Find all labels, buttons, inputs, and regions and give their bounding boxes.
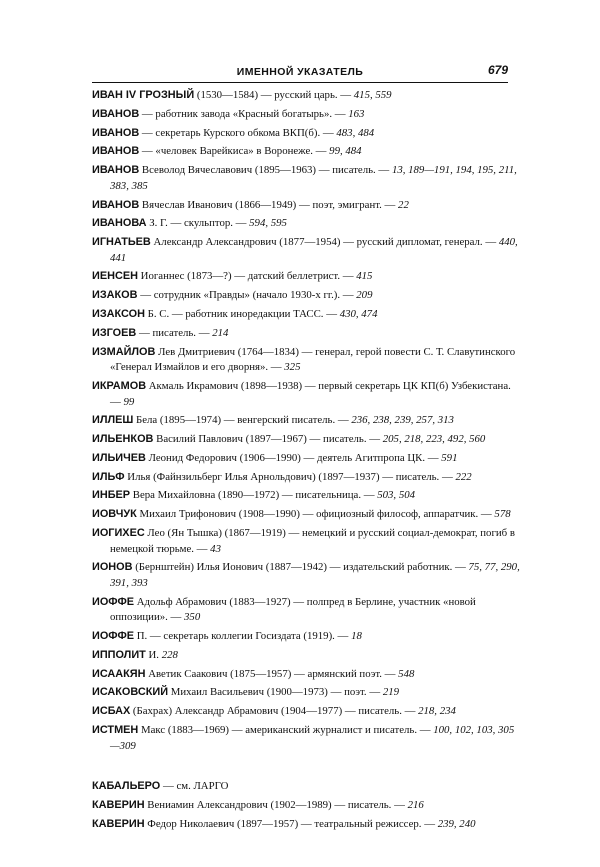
- entry-name: ИВАНОВ: [92, 107, 140, 120]
- entry-pages: 163: [348, 107, 365, 120]
- entry-name: ИОФФЕ: [92, 630, 135, 643]
- index-entry: [92, 216, 520, 232]
- index-entry: [92, 595, 520, 626]
- index-entry: [92, 235, 520, 266]
- entry-pages: 591: [441, 451, 458, 464]
- entry-name: ИНБЕР: [92, 489, 131, 502]
- entry-description: Б. С. — работник иноредакции ТАСС. —: [144, 308, 340, 320]
- entry-pages: 216: [407, 799, 424, 812]
- index-entry: [92, 798, 520, 814]
- entry-pages: 99: [123, 395, 135, 408]
- index-entry: [92, 648, 520, 664]
- entry-pages: 483, 484: [336, 126, 375, 139]
- entry-description: Всеволод Вячеславович (1895—1963) — писатель. —: [139, 164, 392, 177]
- entry-pages: 228: [161, 648, 178, 661]
- entry-name: ИВАНОВ: [92, 198, 140, 211]
- entry-name: КАБАЛЬЕРО: [92, 780, 161, 793]
- entry-name: ИВАНОВ: [92, 164, 140, 177]
- entry-name: ИКРАМОВ: [92, 379, 147, 392]
- entry-pages: 578: [494, 508, 511, 521]
- index-entry: [92, 507, 520, 523]
- index-entry: [92, 451, 520, 467]
- index-entry: [92, 723, 520, 754]
- entry-description: Федор Николаевич (1897—1957) — театральный режиссер. —: [144, 817, 438, 830]
- entry-description: (Бернштейн) Илья Ионович (1887—1942) — издательский работник. —: [132, 561, 469, 574]
- entry-pages: 75, 77, 290, 391, 393: [110, 561, 520, 589]
- entry-description: Акмаль Икрамович (1898—1938) — первый секретарь ЦК КП(б) Узбекистана. —: [110, 379, 511, 408]
- entry-description: Макс (1883—1969) — американский журналист и писатель. —: [138, 724, 434, 737]
- entry-description: З. Г. — скульптор. —: [146, 217, 250, 230]
- entry-name: ИЕНСЕН: [92, 270, 138, 283]
- page-header: [92, 60, 508, 83]
- entry-pages: 209: [356, 289, 373, 302]
- entry-description: — сотрудник «Правды» (начало 1930-х гг.). —: [137, 289, 357, 302]
- entry-name: ИГНАТЬЕВ: [92, 236, 151, 249]
- entry-description: Михаил Трифонович (1908—1990) — официозный философ, аппаратчик. —: [136, 508, 495, 521]
- entry-pages: 325: [284, 361, 301, 374]
- running-title: ИМЕННОЙ УКАЗАТЕЛЬ: [236, 66, 364, 78]
- index-entry: [92, 163, 520, 194]
- entry-description: — секретарь Курского обкома ВКП(б). —: [139, 126, 337, 139]
- index-entry: [92, 488, 520, 504]
- entry-pages: 594, 595: [249, 217, 287, 230]
- entries-section-i: [92, 88, 520, 754]
- entry-name: ИСАКОВСКИЙ: [92, 686, 169, 699]
- entry-description: Леонид Федорович (1906—1990) — деятель Агитпропа ЦК. —: [145, 451, 442, 464]
- entry-name: ИППОЛИТ: [92, 648, 146, 661]
- index-entry: [92, 88, 520, 104]
- index-entry: [92, 107, 520, 123]
- entry-description: Аветик Саакович (1875—1957) — армянский поэт. —: [145, 667, 399, 680]
- index-entry: [92, 126, 520, 142]
- index-entry: [92, 667, 520, 683]
- entry-pages: 22: [398, 198, 409, 211]
- entry-description: (Бахрах) Александр Абрамович (1904—1977) — писатель. —: [130, 705, 419, 718]
- entry-name: ИСААКЯН: [92, 667, 146, 680]
- entry-pages: 214: [212, 326, 229, 339]
- entry-description: Лев Дмитриевич (1764—1834) — генерал, герой повести С. Т. Славутинского «Генерал Измайлов и его дворня». —: [110, 345, 516, 374]
- entry-name: ИЗГОЕВ: [92, 326, 137, 339]
- index-entry: [92, 307, 520, 323]
- index-entry: [92, 345, 520, 376]
- entry-description: Вячеслав Иванович (1866—1949) — поэт, эмигрант. —: [139, 198, 399, 211]
- index-entry: [92, 817, 520, 833]
- entry-name: ИСБАХ: [92, 705, 131, 718]
- entry-description: П. — секретарь коллегии Госиздата (1919). —: [134, 630, 352, 643]
- index-entry: [92, 704, 520, 720]
- index-entry: [92, 144, 520, 160]
- entry-pages: 222: [455, 470, 472, 483]
- entry-description: — работник завода «Красный богатырь». —: [139, 107, 349, 120]
- entry-name: ИЛЬФ: [92, 470, 125, 483]
- name-index-list: [92, 88, 520, 836]
- entry-name: ИСТМЕН: [92, 724, 139, 737]
- entry-pages: 548: [398, 667, 415, 680]
- entry-description: Василий Павлович (1897—1967) — писатель. —: [153, 433, 383, 446]
- entry-description: Илья (Файнзильберг Илья Арнольдович) (1897—1937) — писатель. —: [124, 470, 456, 483]
- entry-name: КАВЕРИН: [92, 799, 145, 812]
- entry-pages: 205, 218, 223, 492, 560: [382, 433, 486, 446]
- entry-pages: 415, 559: [353, 89, 392, 101]
- entry-pages: 503, 504: [377, 489, 416, 502]
- entry-name: ИЛЬИЧЕВ: [92, 451, 146, 464]
- entry-name: ИЗАКОВ: [92, 289, 138, 302]
- entries-section-k: [92, 779, 520, 832]
- entry-description: Лео (Ян Тышка) (1867—1919) — немецкий и русский социал-демократ, погиб в немецкой тюрьме. —: [110, 527, 515, 555]
- entry-name: ИОВЧУК: [92, 508, 137, 521]
- entry-name: ИВАН IV ГРОЗНЫЙ: [92, 89, 195, 101]
- entry-pages: 350: [184, 611, 201, 624]
- entry-name: ИВАНОВА: [92, 217, 147, 230]
- entry-description: Вера Михайловна (1890—1972) — писательница. —: [130, 489, 378, 502]
- entry-name: ИЛЬЕНКОВ: [92, 433, 154, 446]
- index-entry: [92, 470, 520, 486]
- index-entry: [92, 685, 520, 701]
- entry-pages: 219: [382, 686, 400, 699]
- entry-description: Иоганнес (1873—?) — датский беллетрист. —: [137, 270, 357, 283]
- entry-name: ИОФФЕ: [92, 595, 135, 608]
- entry-pages: 218, 234: [418, 705, 456, 718]
- entry-pages: 430, 474: [339, 308, 378, 320]
- entry-pages: 99, 484: [329, 145, 362, 158]
- index-entry: [92, 413, 520, 429]
- entry-description: — «человек Варейкиса» в Воронеже. —: [139, 145, 330, 158]
- index-entry: [92, 432, 520, 448]
- entry-pages: 18: [351, 630, 362, 643]
- entry-description: Бела (1895—1974) — венгерский писатель. —: [133, 414, 352, 427]
- index-entry: [92, 560, 520, 591]
- entry-description: — см. ЛАРГО: [160, 780, 229, 793]
- entry-pages: 43: [210, 542, 221, 555]
- section-gap: [92, 757, 520, 779]
- entry-name: ИЗМАЙЛОВ: [92, 345, 156, 358]
- entry-name: ИОНОВ: [92, 561, 133, 574]
- entry-name: ИЗАКСОН: [92, 308, 145, 320]
- entry-pages: 239, 240: [437, 817, 476, 830]
- index-entry: [92, 269, 520, 285]
- entry-description: Александр Александрович (1877—1954) — русский дипломат, генерал. —: [150, 236, 499, 249]
- entry-description: И.: [145, 648, 162, 661]
- page-number: 679: [487, 63, 508, 77]
- entry-description: Михаил Васильевич (1900—1973) — поэт. —: [168, 686, 383, 699]
- entry-name: ИВАНОВ: [92, 145, 140, 158]
- entry-name: ИВАНОВ: [92, 126, 140, 139]
- entry-name: ИОГИХЕС: [92, 527, 145, 539]
- index-entry: [92, 526, 520, 557]
- entry-name: ИЛЛЕШ: [92, 414, 134, 427]
- index-entry: [92, 779, 520, 795]
- index-entry: [92, 198, 520, 214]
- entry-description: (1530—1584) — русский царь. —: [194, 89, 354, 101]
- entry-pages: 440, 441: [110, 236, 518, 264]
- entry-description: Вениамин Александрович (1902—1989) — писатель. —: [144, 799, 408, 812]
- entry-description: — писатель. —: [136, 326, 213, 339]
- entry-description: Адольф Абрамович (1883—1927) — полпред в Берлине, участник «новой оппозиции». —: [110, 595, 476, 624]
- entry-pages: 415: [356, 270, 373, 283]
- entry-pages: 236, 238, 239, 257, 313: [351, 414, 454, 427]
- index-entry: [92, 326, 520, 342]
- index-entry: [92, 629, 520, 645]
- entry-pages: 13, 189—191, 194, 195, 211, 383, 385: [110, 164, 517, 192]
- entry-name: КАВЕРИН: [92, 817, 145, 830]
- index-entry: [92, 288, 520, 304]
- index-entry: [92, 379, 520, 410]
- entry-pages: 100, 102, 103, 305—309: [110, 724, 515, 752]
